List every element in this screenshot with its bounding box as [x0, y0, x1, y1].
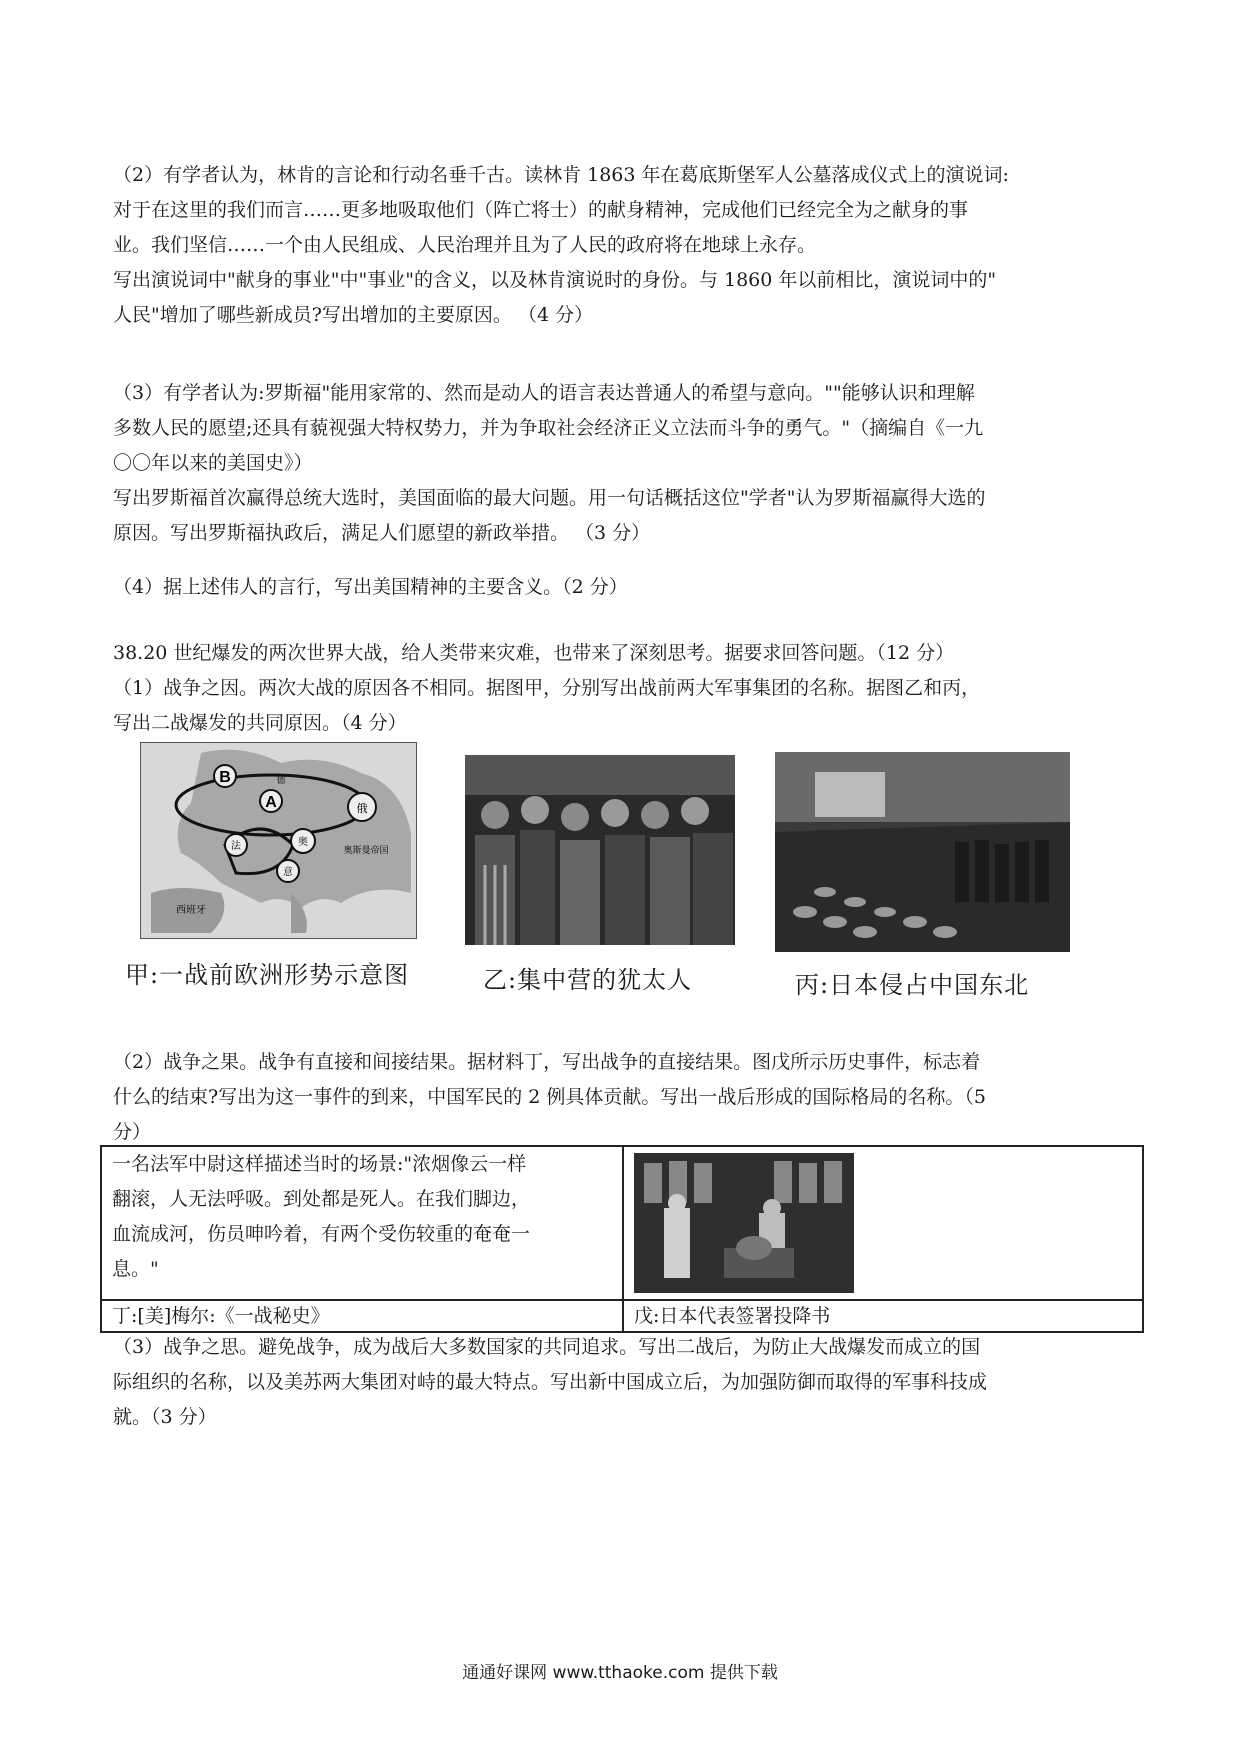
- people-photo-icon: [465, 755, 735, 945]
- text-line: 际组织的名称，以及美苏两大集团对峙的最大特点。写出新中国成立后，为加强防御而取得的军事科技成: [113, 1371, 988, 1393]
- text-line: 多数人民的愿望;还具有藐视强大特权势力，并为争取社会经济正义立法而斗争的勇气。"（摘编自《一九: [113, 417, 984, 439]
- question-37-part-4: [113, 570, 1143, 605]
- text-line: 写出罗斯福首次赢得总统大选时，美国面临的最大问题。用一句话概括这位"学者"认为罗斯福赢得大选的: [113, 487, 986, 509]
- quote-line: 息。": [112, 1258, 159, 1280]
- concentration-camp-photo: [465, 755, 735, 945]
- caption-jia: 甲:一战前欧洲形势示意图: [125, 961, 410, 989]
- text-line: （1）战争之因。两次大战的原因各不相同。据图甲，分别写出战前两大军事集团的名称。据图乙和丙，: [113, 677, 981, 699]
- map-label-france: 法: [231, 841, 241, 852]
- text-line: （3）有学者认为:罗斯福"能用家常的、然而是动人的语言表达普通人的希望与意向。""能够认识和理解: [113, 382, 975, 404]
- signing-photo-icon: [634, 1153, 854, 1293]
- surrender-photo-cell: [623, 1146, 1143, 1300]
- question-37-part-3: [113, 376, 1143, 551]
- text-line: 人民"增加了哪些新成员?写出增加的主要原因。 （4 分）: [113, 304, 594, 326]
- caption-ding: 丁:[美]梅尔:《一战秘史》: [101, 1300, 623, 1332]
- map-label-b: B: [219, 769, 231, 786]
- question-38-intro: [113, 636, 1143, 741]
- caption-yi: 乙:集中营的犹太人: [483, 966, 693, 994]
- soldiers-photo-icon: [775, 752, 1070, 952]
- question-38-part-2: [113, 1045, 1143, 1150]
- map-label-ottoman: 奥斯曼帝国: [343, 846, 389, 856]
- europe-map-figure: [140, 742, 417, 939]
- text-line: 就。（3 分）: [113, 1406, 217, 1428]
- text-line: （4）据上述伟人的言行，写出美国精神的主要含义。（2 分）: [113, 576, 628, 598]
- europe-map-icon: [141, 743, 416, 938]
- map-label-russia: 俄: [356, 802, 368, 815]
- japan-occupation-photo: [775, 752, 1070, 952]
- caption-wu: 戊:日本代表签署投降书: [623, 1300, 1143, 1332]
- text-line: （2）战争之果。战争有直接和间接结果。据材料丁，写出战争的直接结果。图戊所示历史事件，标志着: [113, 1051, 981, 1073]
- text-line: 写出二战爆发的共同原因。（4 分）: [113, 712, 407, 734]
- map-label-a: A: [265, 794, 277, 811]
- quote-line: 翻滚，人无法呼吸。到处都是死人。在我们脚边，: [112, 1188, 531, 1210]
- page-footer: 通通好课网 www.tthaoke.com 提供下载: [462, 1663, 778, 1683]
- map-label-italy: 意: [283, 867, 293, 878]
- map-label-germany: 德: [276, 776, 286, 786]
- text-line: 38.20 世纪爆发的两次世界大战，给人类带来灾难，也带来了深刻思考。据要求回答问题。（12 分）: [113, 642, 955, 664]
- text-line: 业。我们坚信……一个由人民组成、人民治理并且为了人民的政府将在地球上永存。: [113, 234, 817, 256]
- quote-cell: [101, 1146, 623, 1300]
- text-line: 分）: [113, 1121, 152, 1143]
- caption-bing: 丙:日本侵占中国东北: [795, 971, 1030, 999]
- map-label-spain: 西班牙: [176, 905, 206, 916]
- text-line: 写出演说词中"献身的事业"中"事业"的含义，以及林肯演说时的身份。与 1860 年以前相比，演说词中的": [113, 269, 997, 291]
- text-line: 对于在这里的我们而言……更多地吸取他们（阵亡将士）的献身精神，完成他们已经完全为之献身的事: [113, 199, 969, 221]
- quote-line: 血流成河，伤员呻吟着，有两个受伤较重的奄奄一: [112, 1223, 531, 1245]
- question-37-part-2: [113, 158, 1143, 333]
- material-table: [100, 1145, 1144, 1333]
- text-line: 原因。写出罗斯福执政后，满足人们愿望的新政举措。 （3 分）: [113, 522, 651, 544]
- map-label-austria: 奥: [298, 837, 308, 848]
- text-line: （3）战争之思。避免战争，成为战后大多数国家的共同追求。写出二战后，为防止大战爆发而成立的国: [113, 1336, 981, 1358]
- surrender-photo: [634, 1153, 854, 1293]
- quote-line: 一名法军中尉这样描述当时的场景:"浓烟像云一样: [112, 1153, 527, 1175]
- question-38-part-3: [113, 1330, 1143, 1435]
- text-line: 〇〇年以来的美国史》）: [113, 452, 313, 474]
- text-line: 什么的结束?写出为这一事件的到来，中国军民的 2 例具体贡献。写出一战后形成的国际格局的名称。（5: [113, 1086, 986, 1108]
- text-line: （2）有学者认为，林肯的言论和行动名垂千古。读林肯 1863 年在葛底斯堡军人公墓落成仪式上的演说词:: [113, 164, 1009, 186]
